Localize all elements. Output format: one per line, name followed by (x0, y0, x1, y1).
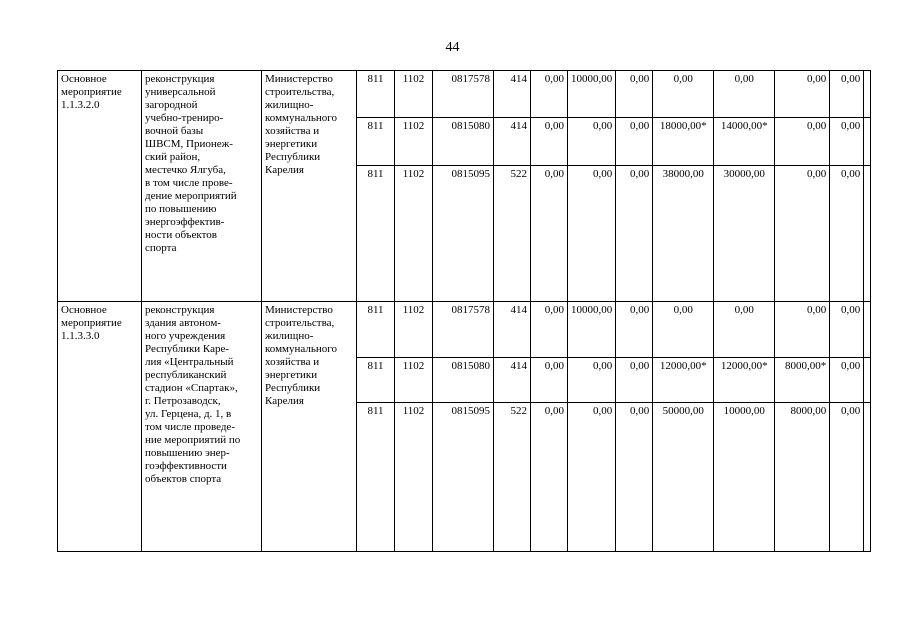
value-col-5-cell: 0,00 (714, 71, 775, 118)
table-body (58, 71, 871, 552)
empty-cell (864, 302, 871, 358)
value-col-3-cell: 0,00 (616, 118, 653, 166)
grbs-code-cell: 811 (357, 403, 395, 552)
value-col-1-cell: 0,00 (531, 118, 568, 166)
value-col-4-cell: 12000,00* (653, 358, 714, 403)
value-col-6-cell: 0,00 (775, 118, 830, 166)
value-col-5-cell: 30000,00 (714, 166, 775, 302)
value-col-7-cell: 0,00 (830, 403, 864, 552)
value-col-3-cell: 0,00 (616, 166, 653, 302)
value-col-7-cell: 0,00 (830, 302, 864, 358)
section-code-cell: 1102 (395, 403, 433, 552)
activity-description-cell: реконструкция универсальной загородной учебно-трениро- вочной базы ШВСМ, Прионеж- ский район, местечко Ялгуба, в том числе прове- дение мероприятий по повышению энергоэффектив- ности объектов спорта (142, 71, 262, 302)
value-col-1-cell: 0,00 (531, 71, 568, 118)
budget-table (57, 70, 871, 552)
value-col-5-cell: 10000,00 (714, 403, 775, 552)
target-article-cell: 0817578 (433, 302, 494, 358)
value-col-4-cell: 50000,00 (653, 403, 714, 552)
activity-name-cell: Основное мероприятие 1.1.3.2.0 (58, 71, 142, 302)
target-article-cell: 0815080 (433, 358, 494, 403)
value-col-3-cell: 0,00 (616, 358, 653, 403)
target-article-cell: 0817578 (433, 71, 494, 118)
value-col-3-cell: 0,00 (616, 302, 653, 358)
value-col-6-cell: 8000,00* (775, 358, 830, 403)
activity-description-cell: реконструкция здания автоном- ного учреждения Республики Каре- лия «Центральный республиканский стадион «Спартак», г. Петрозаводск, ул. Герцена, д. 1, в том числе проведе- ние мероприятий по повышению энер- гоэффективности объектов спорта (142, 302, 262, 552)
table-row (58, 71, 871, 118)
value-col-2-cell: 10000,00 (568, 302, 616, 358)
value-col-7-cell: 0,00 (830, 166, 864, 302)
empty-cell (864, 71, 871, 118)
empty-cell (864, 118, 871, 166)
value-col-1-cell: 0,00 (531, 358, 568, 403)
target-article-cell: 0815095 (433, 403, 494, 552)
section-code-cell: 1102 (395, 358, 433, 403)
section-code-cell: 1102 (395, 118, 433, 166)
grbs-code-cell: 811 (357, 302, 395, 358)
value-col-3-cell: 0,00 (616, 71, 653, 118)
empty-cell (864, 358, 871, 403)
value-col-7-cell: 0,00 (830, 118, 864, 166)
section-code-cell: 1102 (395, 302, 433, 358)
value-col-5-cell: 0,00 (714, 302, 775, 358)
empty-cell (864, 166, 871, 302)
value-col-7-cell: 0,00 (830, 358, 864, 403)
value-col-1-cell: 0,00 (531, 302, 568, 358)
expense-type-cell: 414 (494, 302, 531, 358)
value-col-2-cell: 10000,00 (568, 71, 616, 118)
expense-type-cell: 522 (494, 166, 531, 302)
value-col-6-cell: 0,00 (775, 166, 830, 302)
expense-type-cell: 414 (494, 71, 531, 118)
target-article-cell: 0815080 (433, 118, 494, 166)
value-col-3-cell: 0,00 (616, 403, 653, 552)
grbs-code-cell: 811 (357, 118, 395, 166)
value-col-2-cell: 0,00 (568, 166, 616, 302)
activity-name-cell: Основное мероприятие 1.1.3.3.0 (58, 302, 142, 552)
expense-type-cell: 414 (494, 358, 531, 403)
target-article-cell: 0815095 (433, 166, 494, 302)
grbs-code-cell: 811 (357, 71, 395, 118)
value-col-1-cell: 0,00 (531, 403, 568, 552)
value-col-4-cell: 38000,00 (653, 166, 714, 302)
value-col-4-cell: 0,00 (653, 71, 714, 118)
value-col-2-cell: 0,00 (568, 358, 616, 403)
empty-cell (864, 403, 871, 552)
section-code-cell: 1102 (395, 71, 433, 118)
expense-type-cell: 414 (494, 118, 531, 166)
expense-type-cell: 522 (494, 403, 531, 552)
value-col-6-cell: 8000,00 (775, 403, 830, 552)
value-col-6-cell: 0,00 (775, 71, 830, 118)
section-code-cell: 1102 (395, 166, 433, 302)
page-number: 44 (445, 40, 460, 55)
value-col-6-cell: 0,00 (775, 302, 830, 358)
grbs-code-cell: 811 (357, 358, 395, 403)
responsible-executor-cell: Министерство строительства, жилищно- коммунального хозяйства и энергетики Республики Карелия (262, 302, 357, 552)
value-col-2-cell: 0,00 (568, 118, 616, 166)
value-col-5-cell: 14000,00* (714, 118, 775, 166)
responsible-executor-cell: Министерство строительства, жилищно- коммунального хозяйства и энергетики Республики Карелия (262, 71, 357, 302)
value-col-5-cell: 12000,00* (714, 358, 775, 403)
table-row (58, 302, 871, 358)
value-col-7-cell: 0,00 (830, 71, 864, 118)
value-col-4-cell: 18000,00* (653, 118, 714, 166)
value-col-4-cell: 0,00 (653, 302, 714, 358)
value-col-1-cell: 0,00 (531, 166, 568, 302)
grbs-code-cell: 811 (357, 166, 395, 302)
value-col-2-cell: 0,00 (568, 403, 616, 552)
